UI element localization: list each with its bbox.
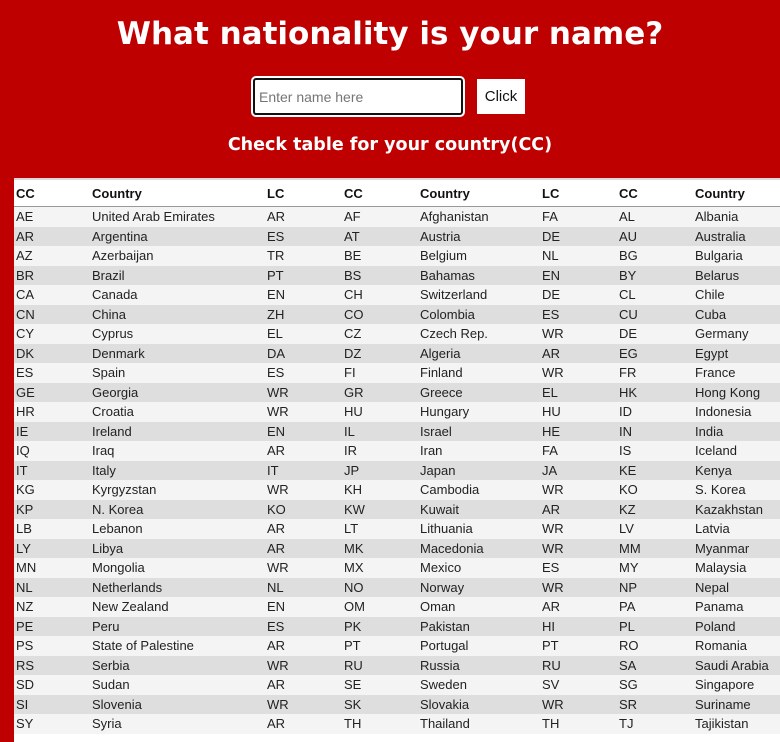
- cell-lc: AR: [265, 675, 342, 695]
- table-row: [14, 597, 780, 617]
- cell-cc: PA: [617, 597, 693, 617]
- cell-country: Spain: [90, 363, 265, 383]
- cell-country: Netherlands: [90, 578, 265, 598]
- column-header-cc: CC: [617, 180, 693, 207]
- cell-country: Tajikistan: [693, 714, 780, 734]
- cell-country: Finland: [418, 363, 540, 383]
- table-header-row: [14, 180, 780, 207]
- cell-cc: CY: [14, 324, 90, 344]
- cell-country: Slovenia: [90, 695, 265, 715]
- cell-lc: RU: [540, 656, 617, 676]
- cell-country: Saudi Arabia: [693, 656, 780, 676]
- cell-country: Bahamas: [418, 266, 540, 286]
- table-row: [14, 714, 780, 734]
- cell-lc: ES: [540, 305, 617, 325]
- cell-country: Sweden: [418, 675, 540, 695]
- table-row: [14, 383, 780, 403]
- cell-cc: BR: [14, 266, 90, 286]
- cell-country: Brazil: [90, 266, 265, 286]
- cell-cc: IQ: [14, 441, 90, 461]
- cell-lc: KO: [265, 500, 342, 520]
- cell-country: Hungary: [418, 402, 540, 422]
- cell-country: Indonesia: [693, 402, 780, 422]
- cell-country: Iran: [418, 441, 540, 461]
- cell-cc: TH: [342, 714, 418, 734]
- cell-cc: PE: [14, 617, 90, 637]
- cell-country: Azerbaijan: [90, 246, 265, 266]
- cell-country: Peru: [90, 617, 265, 637]
- table-row: [14, 461, 780, 481]
- table-row: [14, 578, 780, 598]
- cell-country: China: [90, 305, 265, 325]
- cell-country: Georgia: [90, 383, 265, 403]
- cell-cc: KG: [14, 480, 90, 500]
- cell-cc: MX: [342, 558, 418, 578]
- cell-cc: DK: [14, 344, 90, 364]
- cell-cc: SE: [342, 675, 418, 695]
- cell-country: Bulgaria: [693, 246, 780, 266]
- cell-cc: SK: [342, 695, 418, 715]
- cell-cc: AL: [617, 207, 693, 227]
- cell-country: Malaysia: [693, 558, 780, 578]
- cell-lc: NL: [540, 246, 617, 266]
- cell-lc: EN: [265, 285, 342, 305]
- cell-cc: SI: [14, 695, 90, 715]
- cell-lc: TR: [265, 246, 342, 266]
- page-title: What nationality is your name?: [116, 16, 664, 52]
- table-row: [14, 519, 780, 539]
- table-row: [14, 227, 780, 247]
- cell-cc: AU: [617, 227, 693, 247]
- cell-cc: ES: [14, 363, 90, 383]
- table-row: [14, 675, 780, 695]
- cell-cc: NL: [14, 578, 90, 598]
- cell-cc: NZ: [14, 597, 90, 617]
- cell-country: Austria: [418, 227, 540, 247]
- table-instruction: Check table for your country(CC): [227, 135, 553, 155]
- table-row: [14, 422, 780, 442]
- cell-country: New Zealand: [90, 597, 265, 617]
- cell-cc: PL: [617, 617, 693, 637]
- cell-country: Serbia: [90, 656, 265, 676]
- cell-lc: WR: [265, 383, 342, 403]
- cell-country: Denmark: [90, 344, 265, 364]
- cell-country: Italy: [90, 461, 265, 481]
- cell-country: United Arab Emirates: [90, 207, 265, 227]
- cell-lc: ES: [265, 617, 342, 637]
- cell-lc: WR: [540, 695, 617, 715]
- cell-lc: AR: [265, 441, 342, 461]
- cell-cc: LB: [14, 519, 90, 539]
- cell-country: Syria: [90, 714, 265, 734]
- cell-cc: IS: [617, 441, 693, 461]
- cell-lc: ES: [265, 363, 342, 383]
- cell-cc: CH: [342, 285, 418, 305]
- cell-country: Iraq: [90, 441, 265, 461]
- cell-cc: KE: [617, 461, 693, 481]
- cell-lc: AR: [265, 636, 342, 656]
- cell-lc: WR: [265, 695, 342, 715]
- table-row: [14, 539, 780, 559]
- cell-lc: AR: [265, 519, 342, 539]
- header: [0, 0, 780, 178]
- cell-lc: AR: [265, 539, 342, 559]
- cell-country: Singapore: [693, 675, 780, 695]
- click-button[interactable]: Click: [477, 79, 525, 114]
- cell-cc: PT: [342, 636, 418, 656]
- cell-lc: WR: [265, 402, 342, 422]
- table-row: [14, 266, 780, 286]
- cell-country: Ireland: [90, 422, 265, 442]
- table-row: [14, 207, 780, 227]
- cell-lc: WR: [540, 324, 617, 344]
- cell-country: India: [693, 422, 780, 442]
- cell-cc: HR: [14, 402, 90, 422]
- cell-country: Chile: [693, 285, 780, 305]
- cell-country: Afghanistan: [418, 207, 540, 227]
- table-row: [14, 636, 780, 656]
- cell-cc: DZ: [342, 344, 418, 364]
- cell-country: Kenya: [693, 461, 780, 481]
- cell-cc: BY: [617, 266, 693, 286]
- column-header-country: Country: [693, 180, 780, 207]
- cell-cc: MM: [617, 539, 693, 559]
- cell-country: S. Korea: [693, 480, 780, 500]
- cell-cc: HU: [342, 402, 418, 422]
- cell-cc: SA: [617, 656, 693, 676]
- cell-country: Myanmar: [693, 539, 780, 559]
- column-header-country: Country: [90, 180, 265, 207]
- table-row: [14, 344, 780, 364]
- column-header-cc: CC: [14, 180, 90, 207]
- table-row: [14, 500, 780, 520]
- cell-cc: BG: [617, 246, 693, 266]
- cell-country: Germany: [693, 324, 780, 344]
- cell-country: Belarus: [693, 266, 780, 286]
- cell-cc: RO: [617, 636, 693, 656]
- cell-lc: PT: [265, 266, 342, 286]
- cell-country: Belgium: [418, 246, 540, 266]
- cell-lc: AR: [540, 344, 617, 364]
- cell-cc: BE: [342, 246, 418, 266]
- cell-country: Panama: [693, 597, 780, 617]
- cell-cc: IL: [342, 422, 418, 442]
- cell-cc: CA: [14, 285, 90, 305]
- cell-country: Norway: [418, 578, 540, 598]
- table-row: [14, 363, 780, 383]
- cell-cc: NP: [617, 578, 693, 598]
- cell-cc: AT: [342, 227, 418, 247]
- cell-lc: WR: [540, 519, 617, 539]
- cell-country: Cambodia: [418, 480, 540, 500]
- cell-cc: EG: [617, 344, 693, 364]
- cell-cc: KH: [342, 480, 418, 500]
- cell-cc: SR: [617, 695, 693, 715]
- cell-country: Poland: [693, 617, 780, 637]
- cell-country: Croatia: [90, 402, 265, 422]
- cell-country: Pakistan: [418, 617, 540, 637]
- cell-cc: SY: [14, 714, 90, 734]
- table-row: [14, 558, 780, 578]
- table-row: [14, 246, 780, 266]
- cell-cc: LT: [342, 519, 418, 539]
- name-input[interactable]: [253, 78, 463, 115]
- cell-cc: AR: [14, 227, 90, 247]
- cell-country: Czech Rep.: [418, 324, 540, 344]
- cell-lc: AR: [265, 714, 342, 734]
- cell-country: State of Palestine: [90, 636, 265, 656]
- cell-lc: EN: [540, 266, 617, 286]
- cell-country: Switzerland: [418, 285, 540, 305]
- table-row: [14, 441, 780, 461]
- cell-lc: DE: [540, 227, 617, 247]
- country-table-container[interactable]: [14, 178, 780, 742]
- cell-cc: RS: [14, 656, 90, 676]
- cell-country: Suriname: [693, 695, 780, 715]
- cell-cc: BS: [342, 266, 418, 286]
- cell-country: Japan: [418, 461, 540, 481]
- cell-lc: AR: [540, 500, 617, 520]
- cell-cc: MK: [342, 539, 418, 559]
- cell-cc: IN: [617, 422, 693, 442]
- cell-country: Libya: [90, 539, 265, 559]
- cell-lc: WR: [540, 578, 617, 598]
- cell-country: Portugal: [418, 636, 540, 656]
- table-row: [14, 402, 780, 422]
- cell-cc: MY: [617, 558, 693, 578]
- cell-cc: CN: [14, 305, 90, 325]
- cell-lc: ES: [265, 227, 342, 247]
- cell-country: Colombia: [418, 305, 540, 325]
- cell-cc: IT: [14, 461, 90, 481]
- cell-country: Cyprus: [90, 324, 265, 344]
- column-header-cc: CC: [342, 180, 418, 207]
- cell-cc: IE: [14, 422, 90, 442]
- cell-lc: NL: [265, 578, 342, 598]
- cell-country: Nepal: [693, 578, 780, 598]
- cell-country: Oman: [418, 597, 540, 617]
- cell-lc: WR: [540, 363, 617, 383]
- cell-country: Argentina: [90, 227, 265, 247]
- cell-country: Albania: [693, 207, 780, 227]
- cell-cc: NO: [342, 578, 418, 598]
- cell-country: Cuba: [693, 305, 780, 325]
- cell-lc: DA: [265, 344, 342, 364]
- cell-lc: EL: [540, 383, 617, 403]
- cell-country: Iceland: [693, 441, 780, 461]
- column-header-lc: LC: [265, 180, 342, 207]
- cell-country: Israel: [418, 422, 540, 442]
- cell-lc: ZH: [265, 305, 342, 325]
- cell-cc: SG: [617, 675, 693, 695]
- cell-country: Kuwait: [418, 500, 540, 520]
- cell-country: Algeria: [418, 344, 540, 364]
- cell-lc: WR: [540, 480, 617, 500]
- table-body: [14, 207, 780, 734]
- cell-cc: PS: [14, 636, 90, 656]
- cell-lc: EN: [265, 597, 342, 617]
- cell-country: Greece: [418, 383, 540, 403]
- cell-lc: WR: [265, 558, 342, 578]
- cell-lc: EN: [265, 422, 342, 442]
- table-row: [14, 324, 780, 344]
- cell-cc: AZ: [14, 246, 90, 266]
- cell-cc: LY: [14, 539, 90, 559]
- cell-lc: HE: [540, 422, 617, 442]
- cell-lc: HI: [540, 617, 617, 637]
- cell-country: Kazakhstan: [693, 500, 780, 520]
- cell-country: Kyrgyzstan: [90, 480, 265, 500]
- cell-country: Egypt: [693, 344, 780, 364]
- cell-cc: HK: [617, 383, 693, 403]
- cell-cc: RU: [342, 656, 418, 676]
- cell-country: Slovakia: [418, 695, 540, 715]
- cell-lc: DE: [540, 285, 617, 305]
- cell-country: Macedonia: [418, 539, 540, 559]
- column-header-country: Country: [418, 180, 540, 207]
- cell-lc: TH: [540, 714, 617, 734]
- cell-cc: MN: [14, 558, 90, 578]
- cell-cc: AF: [342, 207, 418, 227]
- cell-lc: EL: [265, 324, 342, 344]
- cell-cc: GE: [14, 383, 90, 403]
- table-row: [14, 656, 780, 676]
- country-code-table: [14, 180, 780, 734]
- cell-lc: AR: [540, 597, 617, 617]
- cell-lc: WR: [265, 656, 342, 676]
- cell-country: Canada: [90, 285, 265, 305]
- cell-cc: KZ: [617, 500, 693, 520]
- cell-country: Latvia: [693, 519, 780, 539]
- cell-country: France: [693, 363, 780, 383]
- column-header-lc: LC: [540, 180, 617, 207]
- cell-cc: TJ: [617, 714, 693, 734]
- cell-country: Sudan: [90, 675, 265, 695]
- cell-cc: KO: [617, 480, 693, 500]
- cell-lc: WR: [265, 480, 342, 500]
- cell-lc: IT: [265, 461, 342, 481]
- cell-lc: FA: [540, 207, 617, 227]
- cell-lc: FA: [540, 441, 617, 461]
- cell-cc: KP: [14, 500, 90, 520]
- cell-country: N. Korea: [90, 500, 265, 520]
- cell-cc: CO: [342, 305, 418, 325]
- cell-cc: PK: [342, 617, 418, 637]
- cell-country: Romania: [693, 636, 780, 656]
- table-row: [14, 617, 780, 637]
- table-row: [14, 285, 780, 305]
- cell-lc: ES: [540, 558, 617, 578]
- cell-cc: OM: [342, 597, 418, 617]
- cell-cc: FI: [342, 363, 418, 383]
- cell-lc: PT: [540, 636, 617, 656]
- cell-country: Russia: [418, 656, 540, 676]
- cell-country: Mexico: [418, 558, 540, 578]
- table-row: [14, 695, 780, 715]
- table-row: [14, 480, 780, 500]
- cell-lc: SV: [540, 675, 617, 695]
- table-row: [14, 305, 780, 325]
- cell-country: Hong Kong: [693, 383, 780, 403]
- cell-country: Lithuania: [418, 519, 540, 539]
- cell-cc: SD: [14, 675, 90, 695]
- cell-lc: WR: [540, 539, 617, 559]
- cell-cc: ID: [617, 402, 693, 422]
- cell-cc: CZ: [342, 324, 418, 344]
- cell-cc: DE: [617, 324, 693, 344]
- cell-country: Thailand: [418, 714, 540, 734]
- cell-cc: KW: [342, 500, 418, 520]
- cell-cc: CL: [617, 285, 693, 305]
- cell-lc: AR: [265, 207, 342, 227]
- cell-country: Australia: [693, 227, 780, 247]
- cell-cc: AE: [14, 207, 90, 227]
- cell-country: Lebanon: [90, 519, 265, 539]
- cell-cc: JP: [342, 461, 418, 481]
- cell-cc: FR: [617, 363, 693, 383]
- cell-cc: CU: [617, 305, 693, 325]
- cell-cc: IR: [342, 441, 418, 461]
- cell-country: Mongolia: [90, 558, 265, 578]
- cell-lc: JA: [540, 461, 617, 481]
- cell-lc: HU: [540, 402, 617, 422]
- cell-cc: GR: [342, 383, 418, 403]
- cell-cc: LV: [617, 519, 693, 539]
